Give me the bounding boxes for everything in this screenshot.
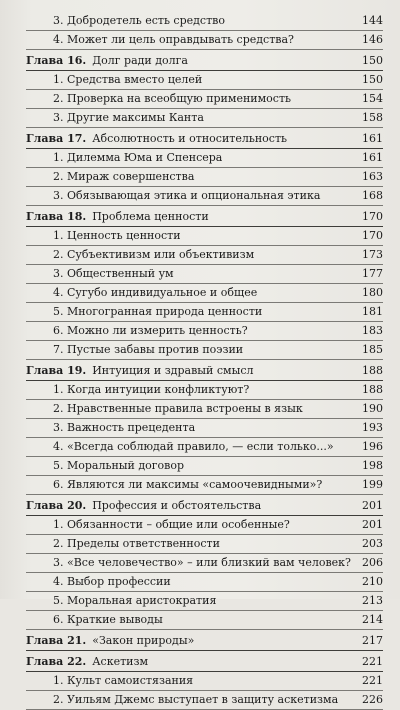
toc-entry-title: 2. Уильям Джемс выступает в защиту аскетизма: [53, 693, 339, 706]
toc-entry-title: 4. Сугубо индивидуальное и общее: [53, 286, 258, 299]
toc-entry-page-number: 198: [362, 459, 383, 472]
toc-entry-title: 2. Мираж совершенства: [53, 170, 195, 183]
toc-entry: [26, 284, 383, 303]
toc-entry-title: 6. Можно ли измерить ценность?: [53, 324, 248, 337]
toc-entry: [26, 516, 383, 535]
toc-entry: [26, 381, 383, 400]
toc-entry-page-number: 190: [362, 402, 383, 415]
chapter-title-group: [26, 497, 261, 515]
toc-chapter-block: [26, 362, 383, 495]
chapter-title: Интуиция и здравый смысл: [92, 364, 254, 377]
toc-entry-page-number: 181: [362, 305, 383, 318]
chapter-label: Глава 20.: [26, 499, 87, 512]
toc-entry-page-number: 177: [362, 267, 383, 280]
toc-chapter-heading: [26, 208, 383, 227]
toc-entry-title: 3. Обязывающая этика и опциональная этика: [53, 189, 321, 202]
toc-entry-page-number: 144: [362, 14, 383, 27]
chapter-title-group: [26, 362, 253, 380]
chapter-title: Долг ради долга: [92, 54, 188, 67]
chapter-title-group: [26, 632, 194, 650]
toc-entry: [26, 535, 383, 554]
toc-entry: [26, 90, 383, 109]
toc-entry-page-number: 150: [362, 73, 383, 86]
toc-entry: [26, 12, 383, 31]
toc-entry-title: 1. Средства вместо целей: [53, 73, 203, 86]
toc-entry-title: 3. Общественный ум: [53, 267, 174, 280]
toc-entry-page-number: 161: [362, 151, 383, 164]
toc-entry-page-number: 188: [362, 383, 383, 396]
toc-entry-title: 5. Моральный договор: [53, 459, 185, 472]
chapter-title: «Закон природы»: [92, 634, 195, 647]
chapter-page-number: 188: [362, 364, 383, 377]
toc-entry: [26, 303, 383, 322]
toc-entry-page-number: 203: [362, 537, 383, 550]
toc-entry-page-number: 221: [362, 674, 383, 687]
toc-entry-title: 6. Краткие выводы: [53, 613, 163, 626]
toc-entry-title: 1. Дилемма Юма и Спенсера: [53, 151, 223, 164]
toc-chapter-block: [26, 52, 383, 128]
toc-entry: [26, 31, 383, 50]
toc-entry: [26, 322, 383, 341]
toc-entry: [26, 573, 383, 592]
toc-chapter-block: [26, 12, 383, 50]
toc-entry: [26, 691, 383, 710]
toc-entry: [26, 341, 383, 360]
toc-entry: [26, 438, 383, 457]
toc-entry: [26, 187, 383, 206]
chapter-title-group: [26, 130, 287, 148]
toc-entry-title: 5. Моральная аристократия: [53, 594, 217, 607]
toc-chapter-heading: [26, 362, 383, 381]
toc-entry-page-number: 146: [362, 33, 383, 46]
toc-entry-page-number: 214: [362, 613, 383, 626]
chapter-title-group: [26, 52, 188, 70]
chapter-title: Аскетизм: [92, 655, 149, 668]
toc-entry-page-number: 193: [362, 421, 383, 434]
toc-entry-page-number: 196: [362, 440, 383, 453]
toc-entry: [26, 672, 383, 691]
toc-chapter-block: [26, 653, 383, 710]
chapter-label: Глава 22.: [26, 655, 87, 668]
toc-entry-title: 4. «Всегда соблюдай правило, — если только...»: [53, 440, 334, 453]
toc-entry-title: 1. Ценность ценности: [53, 229, 181, 242]
toc-entry-title: 1. Когда интуиции конфликтуют?: [53, 383, 250, 396]
chapter-page-number: 170: [362, 210, 383, 223]
chapter-title: Проблема ценности: [92, 210, 209, 223]
toc-entry: [26, 476, 383, 495]
toc-entry-page-number: 168: [362, 189, 383, 202]
toc-entry-title: 4. Выбор профессии: [53, 575, 171, 588]
table-of-contents: [26, 12, 383, 710]
chapter-page-number: 161: [362, 132, 383, 145]
toc-entry: [26, 168, 383, 187]
toc-entry-page-number: 183: [362, 324, 383, 337]
toc-entry: [26, 246, 383, 265]
toc-entry: [26, 611, 383, 630]
toc-entry: [26, 592, 383, 611]
chapter-label: Глава 21.: [26, 634, 87, 647]
chapter-page-number: 221: [362, 655, 383, 668]
chapter-label: Глава 17.: [26, 132, 87, 145]
toc-entry: [26, 457, 383, 476]
toc-entry-page-number: 170: [362, 229, 383, 242]
chapter-label: Глава 18.: [26, 210, 87, 223]
toc-entry: [26, 265, 383, 284]
toc-entry-page-number: 173: [362, 248, 383, 261]
toc-chapter-block: [26, 130, 383, 206]
chapter-title: Абсолютность и относительность: [92, 132, 288, 145]
toc-chapter-heading: [26, 653, 383, 672]
toc-entry-title: 2. Пределы ответственности: [53, 537, 220, 550]
toc-entry-page-number: 206: [362, 556, 383, 569]
chapter-page-number: 217: [362, 634, 383, 647]
toc-chapter-block: [26, 497, 383, 630]
toc-entry-page-number: 210: [362, 575, 383, 588]
toc-entry: [26, 149, 383, 168]
chapter-page-number: 150: [362, 54, 383, 67]
toc-entry: [26, 554, 383, 573]
toc-chapter-block: [26, 632, 383, 651]
toc-entry-title: 1. Культ самоистязания: [53, 674, 194, 687]
toc-entry-title: 3. Добродетель есть средство: [53, 14, 225, 27]
toc-chapter-heading: [26, 632, 383, 651]
chapter-title: Профессия и обстоятельства: [92, 499, 262, 512]
toc-entry-title: 2. Проверка на всеобщую применимость: [53, 92, 292, 105]
toc-entry: [26, 400, 383, 419]
toc-entry-title: 5. Многогранная природа ценности: [53, 305, 263, 318]
toc-entry: [26, 71, 383, 90]
chapter-page-number: 201: [362, 499, 383, 512]
chapter-title-group: [26, 653, 148, 671]
toc-chapter-heading: [26, 130, 383, 149]
toc-entry-page-number: 213: [362, 594, 383, 607]
chapter-label: Глава 19.: [26, 364, 87, 377]
toc-entry-page-number: 201: [362, 518, 383, 531]
toc-entry-page-number: 199: [362, 478, 383, 491]
toc-entry-title: 3. «Все человечество» – или близкий вам человек?: [53, 556, 351, 569]
chapter-title-group: [26, 208, 209, 226]
toc-chapter-heading: [26, 52, 383, 71]
toc-entry-title: 6. Являются ли максимы «самоочевидными»?: [53, 478, 323, 491]
toc-entry-title: 4. Может ли цель оправдывать средства?: [53, 33, 294, 46]
toc-entry-page-number: 163: [362, 170, 383, 183]
toc-entry-page-number: 226: [362, 693, 383, 706]
toc-entry-title: 2. Субъективизм или объективизм: [53, 248, 255, 261]
toc-entry-page-number: 154: [362, 92, 383, 105]
toc-entry-title: 3. Важность прецедента: [53, 421, 196, 434]
toc-entry: [26, 109, 383, 128]
toc-entry: [26, 227, 383, 246]
toc-entry-title: 7. Пустые забавы против поэзии: [53, 343, 244, 356]
toc-entry-title: 3. Другие максимы Канта: [53, 111, 204, 124]
toc-entry-page-number: 180: [362, 286, 383, 299]
toc-chapter-heading: [26, 497, 383, 516]
chapter-label: Глава 16.: [26, 54, 87, 67]
toc-entry-title: 2. Нравственные правила встроены в язык: [53, 402, 303, 415]
toc-entry-page-number: 158: [362, 111, 383, 124]
toc-chapter-block: [26, 208, 383, 360]
toc-entry-page-number: 185: [362, 343, 383, 356]
toc-entry-title: 1. Обязанности – общие или особенные?: [53, 518, 290, 531]
toc-entry: [26, 419, 383, 438]
